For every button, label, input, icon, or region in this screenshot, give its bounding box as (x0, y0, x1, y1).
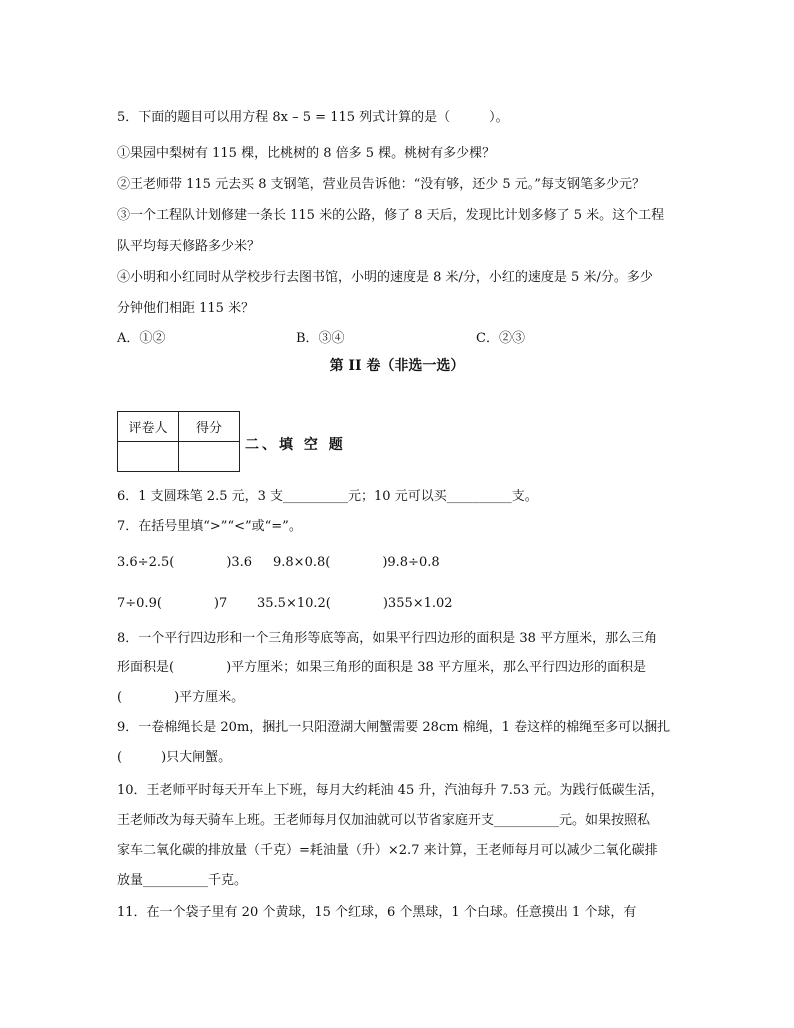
q5-item-3-cont: 队平均每天修路多少米？ (117, 239, 261, 254)
q6: 6．1 支圆珠笔 2.5 元，3 支__________元；10 元可以买__________支。 (117, 489, 538, 504)
reviewer-cell (118, 442, 179, 472)
part-two-title: 第 II 卷（非选一选） (329, 358, 465, 374)
q5-item-2: ②王老师带 115 元去买 8 支钢笔，营业员告诉他：“没有够，还少 5 元。”每支钢笔多少元？ (117, 177, 645, 192)
reviewer-label: 评卷人 (118, 412, 179, 442)
q10-line-4: 放量__________千克。 (117, 873, 248, 888)
q10-line-2: 王老师改为每天骑车上班。王老师每月仅加油就可以节省家庭开支__________元。如果按照私 (117, 813, 651, 828)
q7-r1-c2: 9.8×0.8( )9.8÷0.8 (273, 555, 440, 570)
q7-stem: 7．在括号里填“>”“<”或“=”。 (117, 519, 302, 534)
q8-line-3: ( )平方厘米。 (117, 690, 245, 705)
q5-item-3: ③一个工程队计划修建一条长 115 米的公路，修了 8 天后，发现比计划多修了 5 米。这个工程 (117, 208, 665, 223)
q9-line-2: ( )只大闸蟹。 (117, 750, 232, 765)
q5-option-a: A．①② (117, 331, 166, 346)
score-table (117, 411, 240, 472)
q10-line-1: 10．王老师平时每天开车上下班，每月大约耗油 45 升，汽油每升 7.53 元。为践行低碳生活， (117, 783, 664, 798)
q5-stem: 5．下面的题目可以用方程 8x – 5 = 115 列式计算的是（ ）。 (117, 110, 509, 125)
q10-line-3: 家车二氧化碳的排放量（千克）=耗油量（升）×2.7 来计算，王老师每月可以减少二氧化碳排 (117, 843, 658, 858)
q7-r2-c1: 7÷0.9( )7 (117, 596, 228, 611)
q8-line-1: 8．一个平行四边形和一个三角形等底等高，如果平行四边形的面积是 38 平方厘米，那么三角 (117, 631, 658, 646)
q5-option-b: B．③④ (296, 331, 345, 346)
section-title: 二、填 空 题 (245, 437, 346, 453)
q5-item-1: ①果园中梨树有 115 棵，比桃树的 8 倍多 5 棵。桃树有多少棵？ (117, 146, 496, 161)
score-label: 得分 (179, 412, 240, 442)
q11: 11．在一个袋子里有 20 个黄球，15 个红球，6 个黑球，1 个白球。任意摸出 1 个球，有 (117, 905, 637, 920)
q9-line-1: 9．一卷棉绳长是 20m，捆扎一只阳澄湖大闸蟹需要 28cm 棉绳，1 卷这样的棉绳至多可以捆扎 (117, 720, 671, 735)
q5-item-4: ④小明和小红同时从学校步行去图书馆，小明的速度是 8 米/分，小红的速度是 5 米/分。多少 (117, 270, 653, 285)
q5-option-c: C．②③ (476, 331, 525, 346)
q7-r1-c1: 3.6÷2.5( )3.6 (117, 555, 253, 570)
q5-item-4-cont: 分钟他们相距 115 米？ (117, 301, 255, 316)
q8-line-2: 形面积是( )平方厘米；如果三角形的面积是 38 平方厘米，那么平行四边形的面积是 (117, 660, 646, 675)
q7-r2-c2: 35.5×10.2( )355×1.02 (257, 596, 453, 611)
score-cell (179, 442, 240, 472)
